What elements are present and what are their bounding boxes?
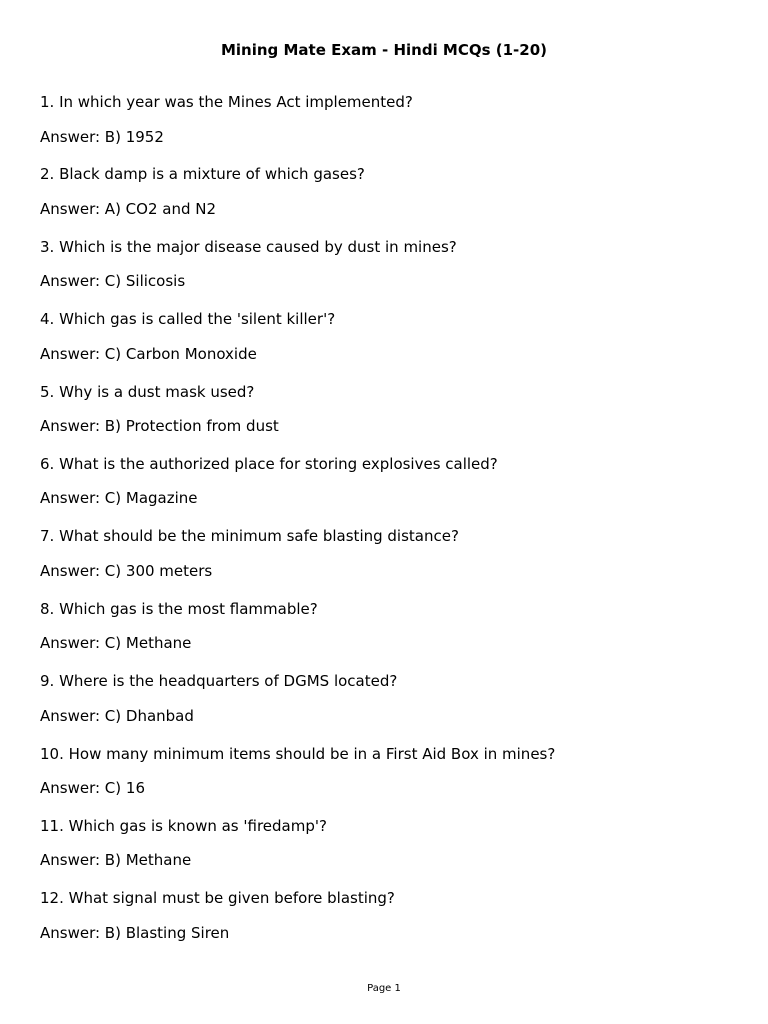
question-text: 1. In which year was the Mines Act implemented?	[40, 93, 413, 111]
answer-text: Answer: C) Dhanbad	[40, 706, 194, 725]
question-item	[40, 524, 730, 596]
question-text: 2. Black damp is a mixture of which gases?	[40, 165, 365, 184]
answer-text: Answer: B) Methane	[40, 851, 192, 870]
answer-text: Answer: B) 1952	[40, 127, 164, 146]
question-item	[40, 162, 730, 234]
question-text: 10. How many minimum items should be in a First Aid Box in mines?	[40, 744, 556, 763]
question-list	[40, 90, 730, 959]
answer-text: Answer: C) 300 meters	[40, 561, 213, 580]
answer-text: Answer: B) Protection from dust	[40, 417, 279, 436]
answer-text: Answer: C) Methane	[40, 634, 192, 653]
answer-text: Answer: B) Blasting Siren	[40, 923, 230, 942]
question-text: 7. What should be the minimum safe blasting distance?	[40, 527, 459, 546]
question-text: 12. What signal must be given before blasting?	[40, 889, 395, 908]
question-text: 3. Which is the major disease caused by dust in mines?	[40, 237, 457, 256]
answer-text: Answer: C) 16	[40, 779, 145, 798]
answer-text: Answer: C) Silicosis	[40, 272, 186, 291]
question-text: 9. Where is the headquarters of DGMS located?	[40, 672, 398, 691]
question-text: 5. Why is a dust mask used?	[40, 382, 255, 401]
question-item	[40, 597, 730, 669]
answer-text: Answer: C) Carbon Monoxide	[40, 344, 257, 363]
question-item	[40, 886, 730, 958]
page-number: Page 1	[367, 983, 401, 994]
question-item	[40, 90, 730, 162]
question-text: 8. Which gas is the most flammable?	[40, 599, 318, 618]
question-item	[40, 380, 730, 452]
question-item	[40, 452, 730, 524]
question-text: 11. Which gas is known as 'firedamp'?	[40, 816, 327, 835]
question-text: 4. Which gas is called the 'silent killer'?	[40, 310, 336, 329]
question-item	[40, 742, 730, 814]
question-item	[40, 235, 730, 307]
question-text: 6. What is the authorized place for storing explosives called?	[40, 454, 498, 473]
answer-text: Answer: A) CO2 and N2	[40, 199, 217, 218]
question-item	[40, 307, 730, 379]
document-title: Mining Mate Exam - Hindi MCQs (1-20)	[220, 41, 548, 59]
question-item	[40, 669, 730, 741]
answer-text: Answer: C) Magazine	[40, 489, 198, 508]
question-item	[40, 814, 730, 886]
